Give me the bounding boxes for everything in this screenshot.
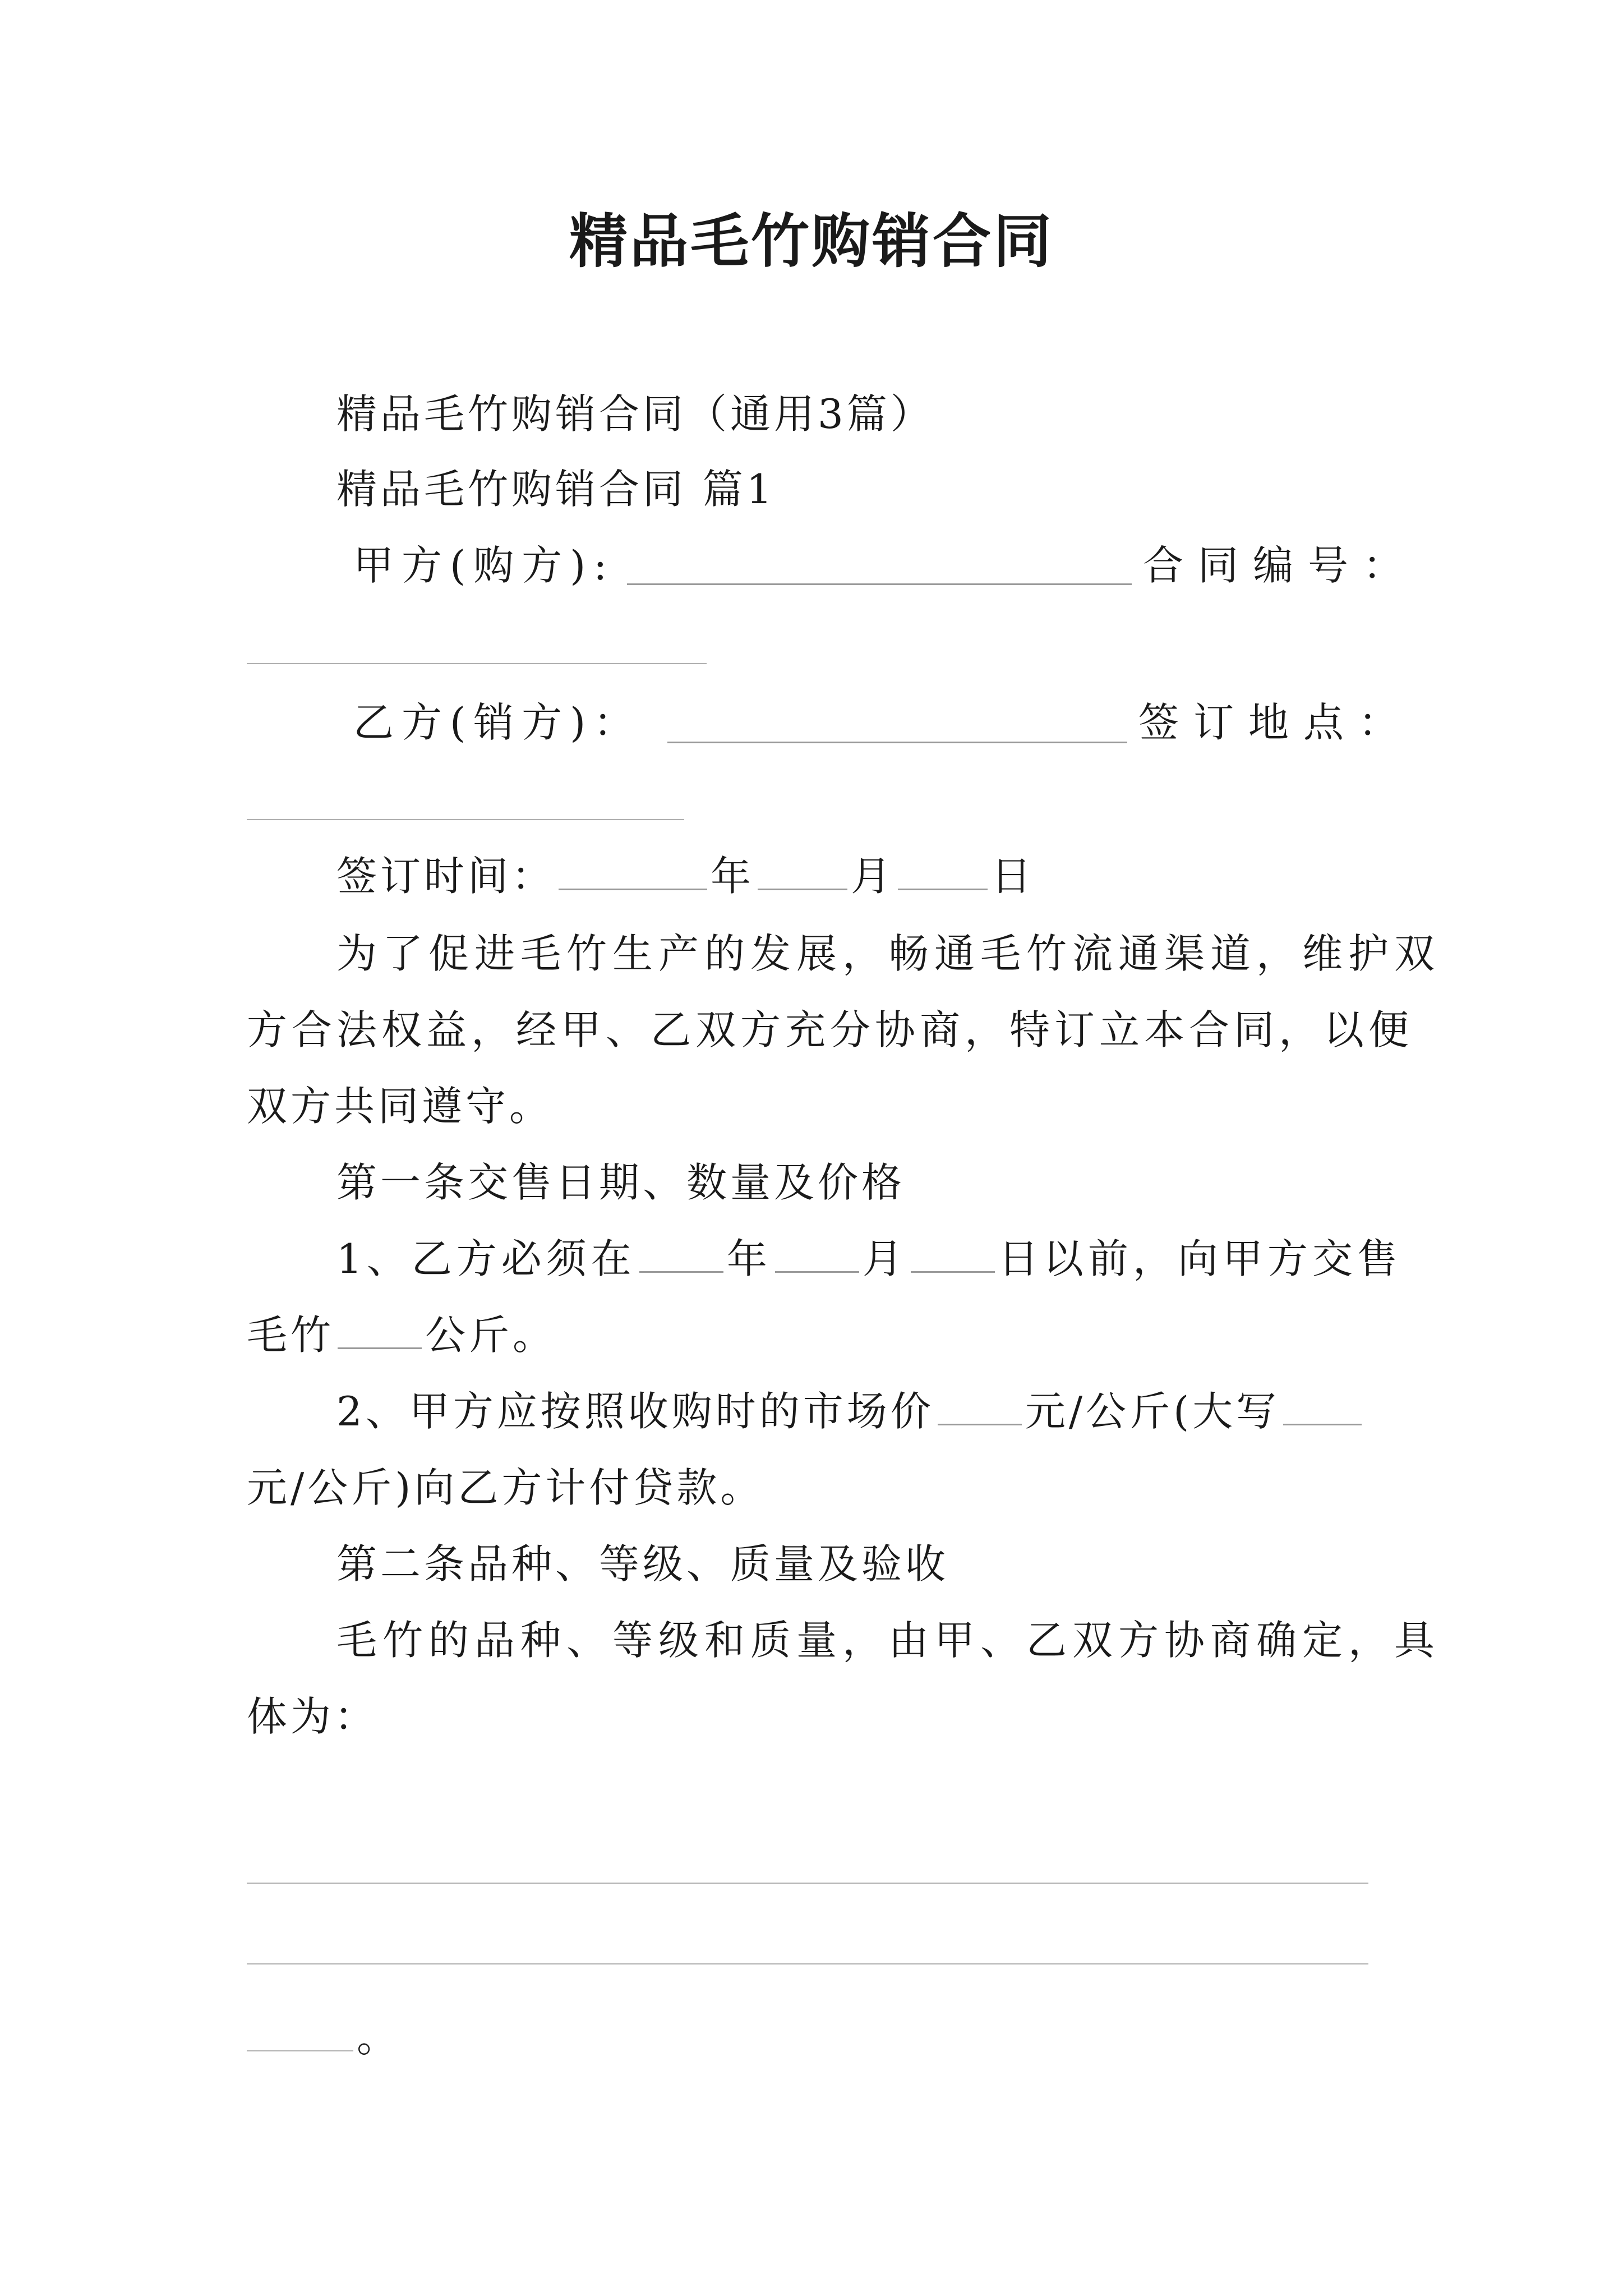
contract-no-label: 合同编号： bbox=[1143, 542, 1418, 589]
price-blank bbox=[938, 1384, 1022, 1425]
spec-blank-3 bbox=[247, 2011, 353, 2051]
month-blank bbox=[758, 849, 847, 890]
article-2-heading: 第二条品种、等级、质量及验收 bbox=[336, 1540, 949, 1588]
month-label: 月 bbox=[851, 853, 895, 900]
day-blank bbox=[898, 849, 988, 890]
article-2-line-2: 体为： bbox=[247, 1693, 379, 1740]
spec-blank-1 bbox=[247, 1883, 1368, 1884]
article-1-heading: 第一条交售日期、数量及价格 bbox=[336, 1159, 906, 1206]
quantity-blank bbox=[338, 1308, 422, 1349]
spec-blank-2 bbox=[247, 1963, 1368, 1964]
party-a-blank bbox=[627, 583, 1132, 585]
contract-no-blank bbox=[247, 663, 707, 664]
item-2-line-2: 元/公斤)向乙方计付贷款。 bbox=[247, 1464, 764, 1511]
item-2-mid: 元/公斤(大写 bbox=[1025, 1388, 1280, 1435]
item-1-year: 年 bbox=[726, 1235, 772, 1282]
item-1-line2-suffix: 公斤。 bbox=[425, 1312, 557, 1359]
section-heading: 精品毛竹购销合同 篇1 bbox=[336, 466, 776, 513]
item-2-row bbox=[336, 1383, 1365, 1439]
day-label: 日 bbox=[991, 853, 1035, 900]
document-title: 精品毛竹购销合同 bbox=[569, 206, 1054, 275]
party-b-blank bbox=[667, 742, 1127, 743]
sign-time-label: 签订时间： bbox=[336, 853, 556, 900]
party-b-label: 乙方(销方)： bbox=[353, 699, 642, 746]
party-a-label: 甲方(购方): bbox=[353, 542, 615, 589]
intro-line-2: 方合法权益，经甲、乙双方充分协商，特订立本合同，以便 bbox=[247, 1006, 1414, 1053]
subtitle: 精品毛竹购销合同（通用3篇） bbox=[336, 390, 934, 438]
spec-blank-end bbox=[247, 2009, 400, 2065]
year-label: 年 bbox=[711, 853, 755, 900]
item-1-year-blank bbox=[639, 1232, 723, 1273]
article-2-line-1: 毛竹的品种、等级和质量，由甲、乙双方协商确定，具 bbox=[336, 1617, 1441, 1664]
price-uppercase-blank bbox=[1283, 1384, 1362, 1425]
item-1-row bbox=[336, 1231, 1402, 1287]
item-1-day-blank bbox=[911, 1232, 995, 1273]
intro-line-3: 双方共同遵守。 bbox=[247, 1083, 554, 1130]
item-1-row-2 bbox=[247, 1307, 556, 1363]
item-1-line2-prefix: 毛竹 bbox=[247, 1312, 335, 1359]
final-mark: 。 bbox=[357, 2014, 401, 2061]
sign-time-row bbox=[336, 848, 1035, 904]
item-1-month: 月 bbox=[862, 1235, 907, 1282]
item-1-prefix: 1、乙方必须在 bbox=[336, 1235, 636, 1282]
sign-place-label: 签订地点： bbox=[1138, 699, 1414, 746]
item-2-prefix: 2、甲方应按照收购时的市场价 bbox=[336, 1388, 934, 1435]
sign-place-blank bbox=[247, 819, 684, 820]
item-1-suffix: 日以前，向甲方交售 bbox=[998, 1235, 1402, 1282]
item-1-month-blank bbox=[775, 1232, 859, 1273]
year-blank bbox=[559, 849, 707, 890]
intro-line-1: 为了促进毛竹生产的发展，畅通毛竹流通渠道，维护双 bbox=[336, 930, 1441, 977]
